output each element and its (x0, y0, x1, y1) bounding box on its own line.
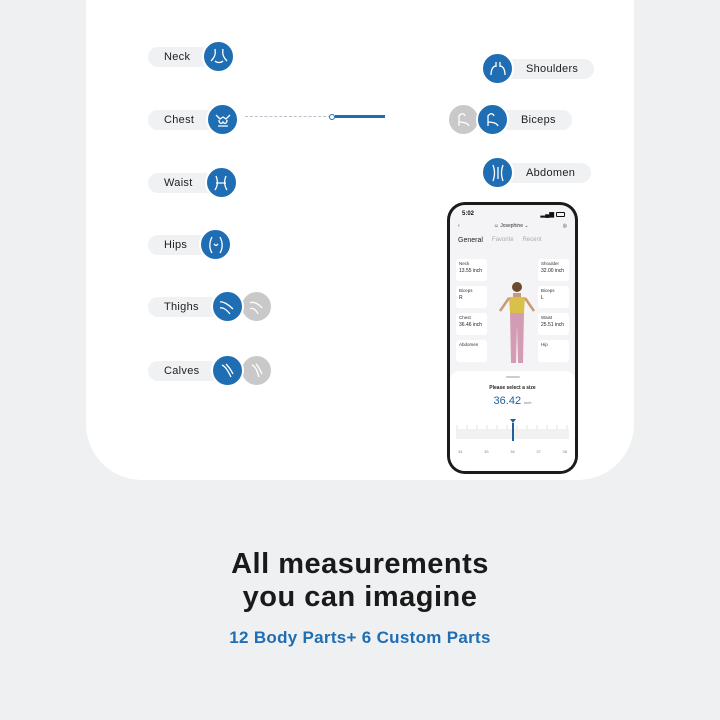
size-picker-sheet (450, 371, 575, 471)
waist-icon (205, 166, 238, 199)
profile-selector[interactable]: ☺ Josephine ⌄ (493, 223, 529, 229)
tab-bar (450, 229, 575, 244)
back-icon[interactable]: ‹ (458, 223, 460, 229)
part-label: Hips (148, 235, 209, 255)
sheet-title: Please select a size (489, 385, 536, 391)
measure-card-biceps-r[interactable]: Biceps R (456, 286, 487, 308)
ruler-label: 34 (458, 449, 463, 454)
battery-icon (556, 212, 565, 217)
calf-back-icon (240, 354, 273, 387)
part-label: Neck (148, 47, 212, 67)
headline: All measurements you can imagine (231, 548, 489, 613)
ruler-labels (458, 449, 567, 454)
part-neck[interactable] (148, 40, 235, 73)
part-label: Thighs (148, 297, 221, 317)
tab-general[interactable]: General (458, 237, 483, 244)
ruler-label: 35 (484, 449, 489, 454)
part-calves[interactable] (148, 354, 273, 387)
settings-icon[interactable]: ◎ (562, 223, 567, 229)
measure-card-chest[interactable]: Chest 36.46 inch (456, 313, 487, 335)
sheet-handle[interactable] (506, 376, 520, 378)
thigh-icon (211, 290, 244, 323)
status-bar (450, 205, 575, 218)
selected-size (450, 395, 575, 407)
part-waist[interactable] (148, 166, 238, 199)
calf-icon (211, 354, 244, 387)
part-label: Shoulders (504, 59, 594, 79)
hips-icon (199, 228, 232, 261)
part-label: Waist (148, 173, 215, 193)
part-hips[interactable] (148, 228, 232, 261)
part-chest[interactable] (148, 103, 239, 136)
subheadline: 12 Body Parts+ 6 Custom Parts (229, 628, 491, 647)
chest-icon (206, 103, 239, 136)
ruler-label: 38 (562, 449, 567, 454)
measure-card-waist[interactable]: Waist 25.51 inch (538, 313, 569, 335)
part-shoulders[interactable] (481, 52, 594, 85)
part-label: Calves (148, 361, 221, 381)
shoulder-icon (481, 52, 514, 85)
tab-favorite[interactable]: Favorite (491, 237, 514, 243)
signal-icon: ▂▄▆ (540, 212, 554, 218)
ruler-center-line (512, 423, 514, 441)
ruler-label: 36 (510, 449, 515, 454)
abdomen-icon (481, 156, 514, 189)
measure-card-hip[interactable]: Hip (538, 340, 569, 362)
part-label: Abdomen (504, 163, 591, 183)
measure-connector (245, 115, 385, 118)
measure-card-neck[interactable]: Neck 13.55 inch (456, 259, 487, 281)
part-label: Chest (148, 110, 216, 130)
part-abdomen[interactable] (481, 156, 591, 189)
measure-card-biceps-l[interactable]: Biceps L (538, 286, 569, 308)
app-bar (450, 218, 575, 229)
body-avatar-figure (498, 279, 536, 369)
part-biceps[interactable] (447, 103, 572, 136)
size-ruler[interactable] (456, 423, 569, 443)
part-thighs[interactable] (148, 290, 273, 323)
neck-icon (202, 40, 235, 73)
tab-recent[interactable]: Recent (522, 237, 542, 243)
bicep-icon (476, 103, 509, 136)
status-time: 5:02 (462, 211, 475, 217)
measure-card-abdomen[interactable]: Abdomen (456, 340, 487, 362)
part-label: Biceps (499, 110, 572, 130)
measure-card-shoulder[interactable]: Shoulder 32.00 inch (538, 259, 569, 281)
selected-size-unit: inch (524, 400, 532, 405)
phone-mockup (447, 202, 578, 474)
ruler-label: 37 (536, 449, 541, 454)
selected-size-value: 36.42 (493, 395, 522, 407)
measurement-grid (456, 259, 569, 367)
thigh-back-icon (240, 290, 273, 323)
phone-screen (450, 205, 575, 471)
